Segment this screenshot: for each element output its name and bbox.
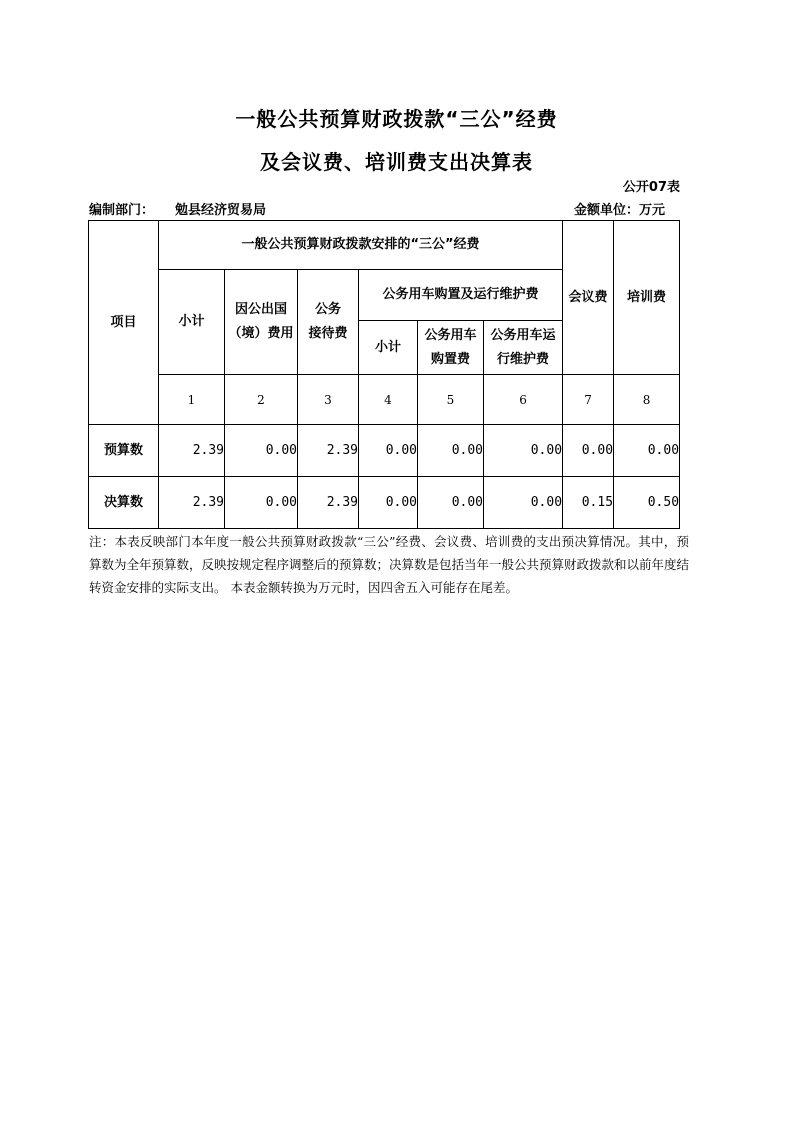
department-label: 编制部门： — [89, 203, 155, 218]
title-line-2: 及会议费、培训费支出决算表 — [260, 150, 533, 174]
column-number: 7 — [563, 375, 614, 425]
table-row — [89, 425, 680, 477]
column-number: 1 — [159, 375, 225, 425]
header-vehicle-purchase-line-2: 购置费 — [430, 351, 470, 367]
header-reception-line-2: 接待费 — [308, 326, 348, 341]
meta-row — [89, 199, 679, 217]
header-abroad-line-2: （境）费用 — [228, 326, 294, 341]
header-vehicle-subtotal: 小计 — [359, 321, 418, 375]
column-number: 3 — [298, 375, 359, 425]
table-cell: 0.15 — [563, 477, 614, 529]
header-three-public: 一般公共预算财政拨款安排的“三公”经费 — [159, 221, 563, 270]
header-vehicle-operation-line-2: 行维护费 — [497, 351, 550, 367]
table-cell: 0.00 — [418, 425, 484, 477]
header-subtotal: 小计 — [159, 270, 225, 375]
header-meeting: 会议费 — [563, 221, 614, 375]
title-line-1: 一般公共预算财政拨款“三公”经费 — [235, 107, 558, 131]
expenditure-table — [88, 220, 680, 529]
header-vehicle-operation — [484, 321, 563, 375]
header-vehicle: 公务用车购置及运行维护费 — [359, 270, 563, 321]
row-label-final: 决算数 — [89, 477, 159, 529]
table-cell: 2.39 — [298, 477, 359, 529]
header-reception — [298, 270, 359, 375]
row-label-budget: 预算数 — [89, 425, 159, 477]
header-vehicle-purchase-line-1: 公务用车 — [424, 327, 477, 343]
header-reception-line-1: 公务 — [314, 302, 341, 317]
table-note: 注：本表反映部门本年度一般公共预算财政拨款“三公”经费、会议费、培训费的支出预决算情况。其中，预算数为全年预算数，反映按规定程序调整后的预算数；决算数是包括当年一般公共预算财政拨款和以前年度结转资金安排的实际支出。 本表金额转换为万元时，因四舍五入可能存在尾差。 — [89, 534, 690, 595]
table-cell: 0.00 — [484, 425, 563, 477]
department-value: 勉县经济贸易局 — [175, 203, 267, 218]
table-cell: 2.39 — [159, 477, 225, 529]
table-row — [89, 477, 680, 529]
table-cell: 0.50 — [614, 477, 680, 529]
header-training: 培训费 — [614, 221, 680, 375]
table-cell: 0.00 — [225, 477, 298, 529]
table-cell: 2.39 — [159, 425, 225, 477]
form-code: 公开07表 — [622, 180, 680, 195]
table-cell: 0.00 — [484, 477, 563, 529]
table-cell: 0.00 — [359, 425, 418, 477]
column-number: 5 — [418, 375, 484, 425]
table-cell: 0.00 — [563, 425, 614, 477]
header-vehicle-operation-line-1: 公务用车运 — [490, 327, 556, 343]
header-vehicle-purchase — [418, 321, 484, 375]
table-cell: 2.39 — [298, 425, 359, 477]
header-abroad-line-1: 因公出国 — [234, 302, 287, 317]
header-item: 项目 — [89, 221, 159, 425]
column-number: 6 — [484, 375, 563, 425]
header-abroad — [225, 270, 298, 375]
table-cell: 0.00 — [418, 477, 484, 529]
table-cell: 0.00 — [614, 425, 680, 477]
column-number: 4 — [359, 375, 418, 425]
table-cell: 0.00 — [225, 425, 298, 477]
column-number: 8 — [614, 375, 680, 425]
column-number: 2 — [225, 375, 298, 425]
table-cell: 0.00 — [359, 477, 418, 529]
amount-unit: 金额单位：万元 — [573, 203, 665, 218]
